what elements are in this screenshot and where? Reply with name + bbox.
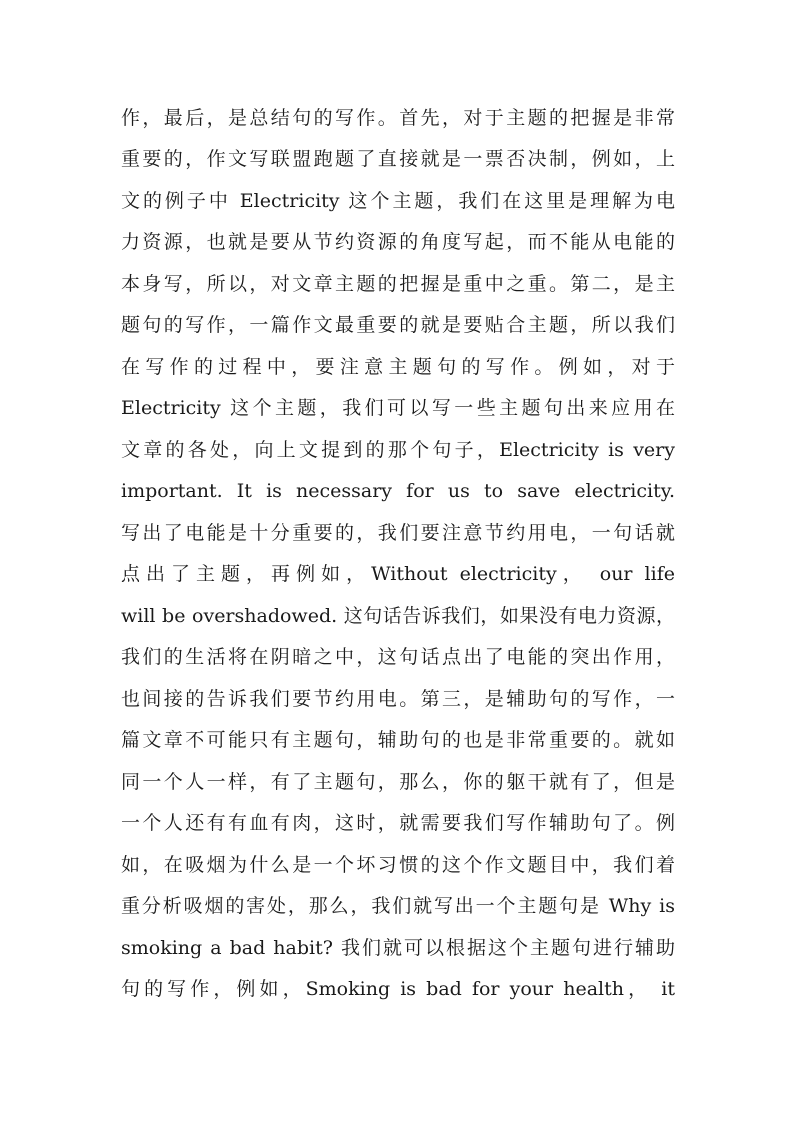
paragraph-line: 力资源，也就是要从节约资源的角度写起，而不能从电能的 xyxy=(121,231,675,253)
paragraph-line: 本身写，所以，对文章主题的把握是重中之重。第二，是主 xyxy=(121,273,675,295)
paragraph-line: 在写作的过程中，要注意主题句的写作。例如，对于 xyxy=(121,356,675,378)
paragraph-line: 题句的写作，一篇作文最重要的就是要贴合主题，所以我们 xyxy=(121,314,675,336)
paragraph-line: smoking a bad habit? 我们就可以根据这个主题句进行辅助 xyxy=(121,937,675,959)
paragraph-line: 同一个人一样，有了主题句，那么，你的躯干就有了，但是 xyxy=(121,771,675,793)
paragraph-line: 也间接的告诉我们要节约用电。第三，是辅助句的写作，一 xyxy=(121,688,675,710)
paragraph-line: will be overshadowed. 这句话告诉我们，如果没有电力资源， xyxy=(121,605,675,627)
paragraph-line: 点出了主题，再例如，Without electricity， our life xyxy=(121,563,675,585)
paragraph-line: 写出了电能是十分重要的，我们要注意节约用电，一句话就 xyxy=(121,522,675,544)
paragraph-line: 句的写作，例如，Smoking is bad for your health， it xyxy=(121,978,675,1000)
paragraph-line: Electricity 这个主题，我们可以写一些主题句出来应用在 xyxy=(121,397,675,419)
paragraph-line: 一个人还有有血有肉，这时，就需要我们写作辅助句了。例 xyxy=(121,812,675,834)
paragraph-line: 文的例子中 Electricity 这个主题，我们在这里是理解为电 xyxy=(121,190,675,212)
paragraph-line: 篇文章不可能只有主题句，辅助句的也是非常重要的。就如 xyxy=(121,729,675,751)
paragraph-line: 重分析吸烟的害处，那么，我们就写出一个主题句是 Why is xyxy=(121,895,675,917)
paragraph-line: 重要的，作文写联盟跑题了直接就是一票否决制，例如，上 xyxy=(121,148,675,170)
paragraph-line: 我们的生活将在阴暗之中，这句话点出了电能的突出作用， xyxy=(121,646,675,668)
paragraph-line: 文章的各处，向上文提到的那个句子，Electricity is very xyxy=(121,439,675,461)
paragraph-line: 如，在吸烟为什么是一个坏习惯的这个作文题目中，我们着 xyxy=(121,854,675,876)
paragraph-line: 作，最后，是总结句的写作。首先，对于主题的把握是非常 xyxy=(121,107,675,129)
paragraph-line: important. It is necessary for us to save electricity. xyxy=(121,480,675,502)
